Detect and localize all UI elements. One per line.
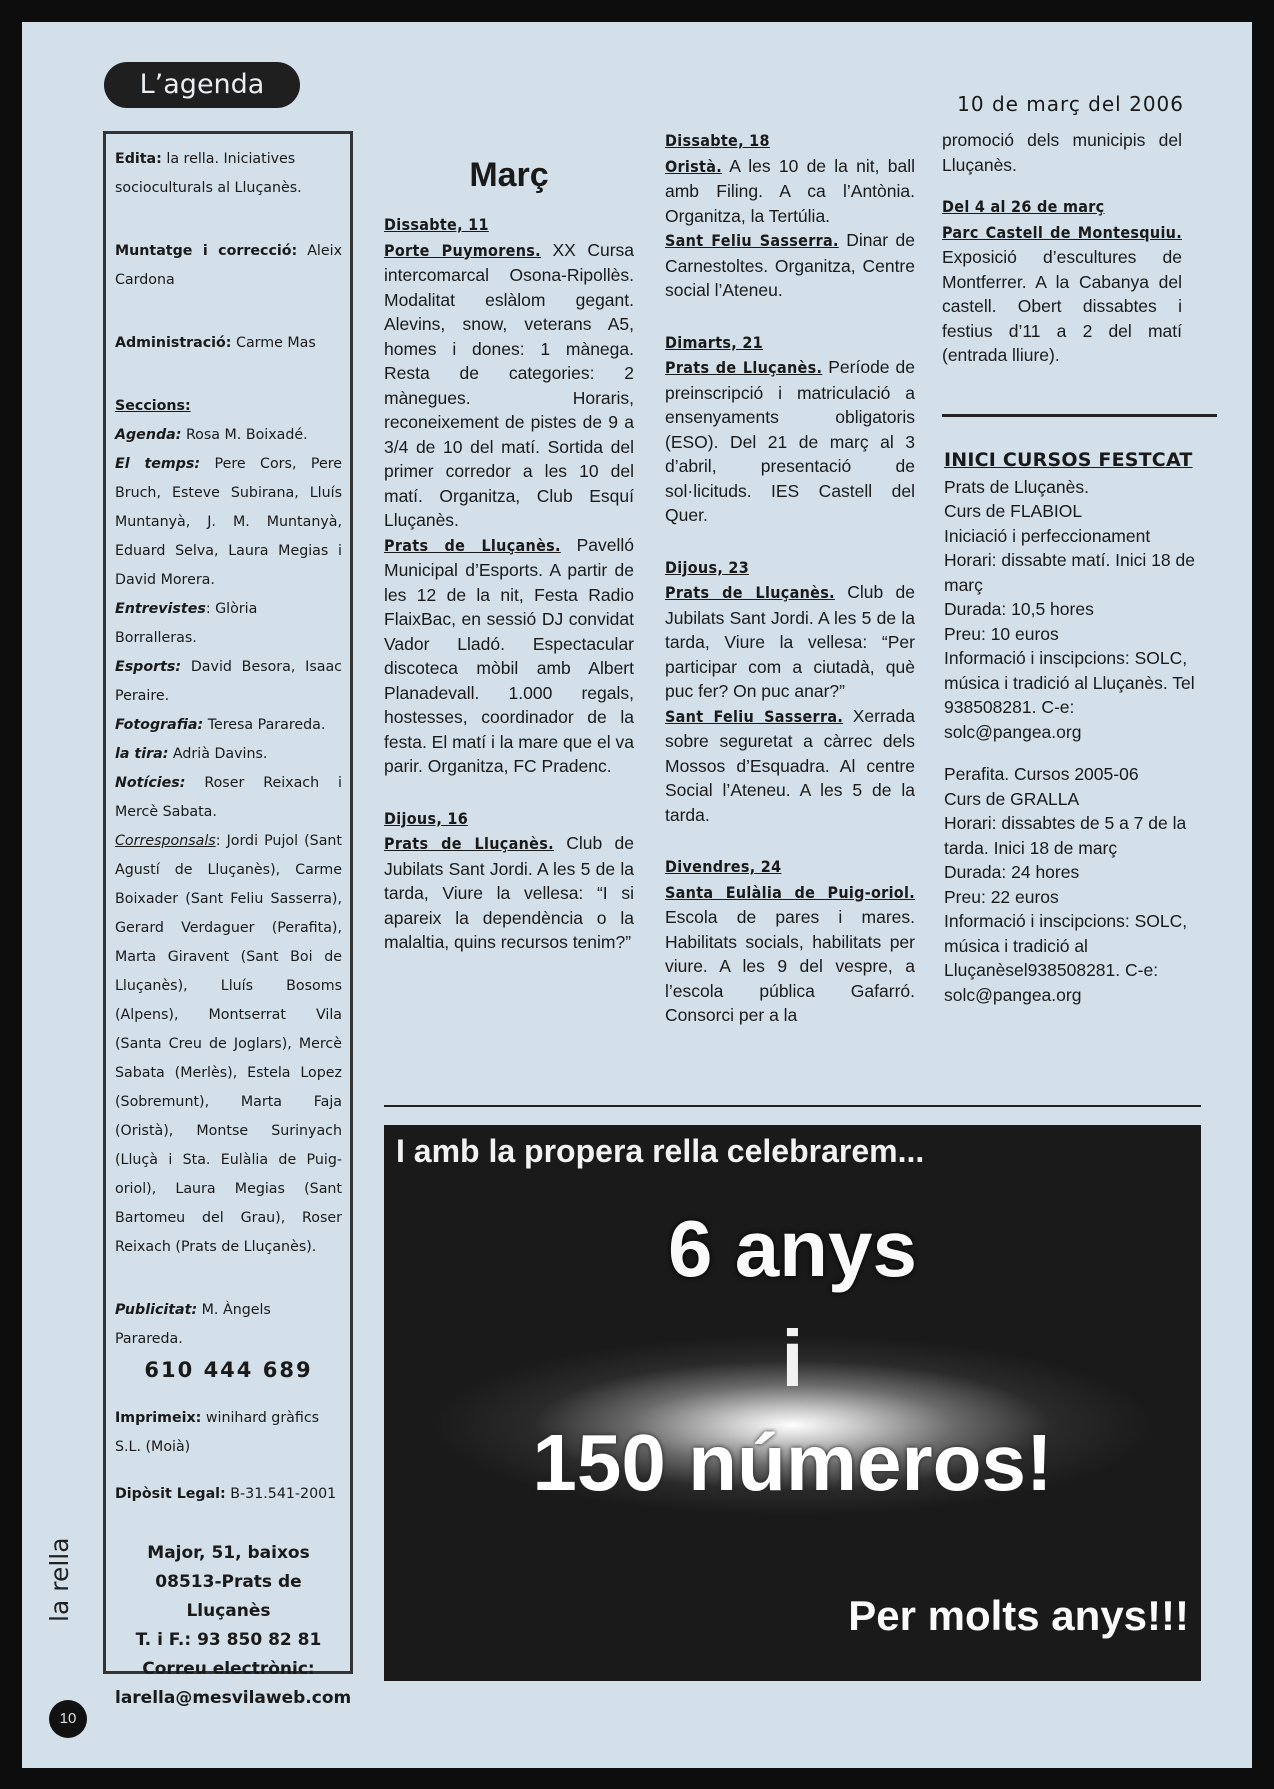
course-block [944,762,1199,1007]
course-block [944,475,1199,745]
event-date: Divendres, 24 [665,857,782,876]
event-place: Sant Feliu Sasserra. [665,706,844,726]
magazine-name-vertical: la rella [45,1537,74,1622]
event-text: Període de preinscripció i matriculació a ensenyaments obligatoris (ESO). Del 21 de març al 3 d’abril, presentació de sol·licituds. IES Castell del Quer. [665,357,915,525]
credit-value: Aleix Cardona [115,243,342,288]
credit-label: Administració: [115,335,232,351]
credit-label: Muntatge i correcció: [115,243,298,259]
event-place: Oristà. [665,156,722,176]
credit-label: la tira: [115,746,169,762]
event-place: Prats de Lluçanès. [665,358,823,377]
courses-title: INICI CURSOS FESTCAT [944,449,1193,471]
credit-label: Entrevistes [115,601,206,617]
issue-date: 10 de març del 2006 [957,92,1184,116]
event-place: Santa Eulàlia de Puig-oriol. [665,882,915,902]
event-place: Prats de Lluçanès. [384,834,554,853]
agenda-column-3 [942,128,1182,368]
credit-value: B-31.541-2001 [225,1486,337,1502]
divider [384,1105,1201,1107]
address-block [115,1539,352,1713]
credit-label: Imprimeix: [115,1410,202,1426]
event-place: Prats de Lluçanès. [665,583,835,602]
page-number: 10 [49,1700,87,1738]
credit-label: Publicitat: [115,1302,198,1318]
event-place: Parc Castell de Montesquiu. [942,222,1182,242]
section-tab: L’agenda [104,62,300,108]
credit-value: Roser Reixach i Mercè Sabata. [115,775,342,820]
banner-years: 6 anys [667,1204,918,1293]
course-line: Iniciació i perfeccionament [944,525,1151,546]
banner-headline: I amb la propera rella celebrarem... [396,1133,925,1169]
address-line: 08513-Prats de Lluçanès [155,1572,302,1621]
address-line: Major, 51, baixos [147,1543,310,1563]
credit-label: Corresponsals [115,833,216,849]
agenda-column-2 [665,129,915,1028]
event-text: A les 10 de la nit, ball amb Filing. A ca l’Antònia. Organitza, la Tertúlia. [665,155,915,226]
course-line: Prats de Lluçanès. [944,476,1089,497]
course-line: Curs de FLABIOL [944,501,1083,521]
event-text: Club de Jubilats Sant Jordi. A les 5 de la tarda, Viure la vellesa: “I si apareix la dependència o la malaltia, quins recursos tenim?” [384,833,635,952]
credit-value: Carme Mas [231,335,316,351]
course-line: Preu: 10 euros [944,623,1059,644]
courses-column [944,448,1199,1007]
event-date: Dimarts, 21 [665,332,763,352]
credit-label: Notícies: [115,775,186,791]
course-line: Durada: 24 hores [944,862,1080,882]
banner-issues: 150 números! [532,1418,1053,1507]
credit-label: Edita: [115,151,162,167]
course-line: Horari: dissabte matí. Inici 18 de març [944,550,1195,595]
course-line: Informació i inscipcions: SOLC, música i tradició al Lluçanès. Tel 938508281. C-e: solc@pangea.org [944,648,1195,742]
event-place: Sant Feliu Sasserra. [665,231,839,250]
credit-value: Rosa M. Boixadé. [181,427,308,443]
credit-value: Teresa Parareda. [203,717,326,733]
course-line: Informació i inscipcions: SOLC, música i tradició al Lluçanèsel938508281. C-e: solc@pangea.org [944,911,1188,1005]
credit-value: Pere Cors, Pere Bruch, Esteve Subirana, Lluís Muntanyà, J. M. Muntanyà, Eduard Selva, Laura Megias i David Morera. [115,456,343,588]
credit-value: : Glòria Borralleras. [115,601,258,646]
event-text: Escola de pares i mares. Habilitats socials, habilitats per viure. A les 9 del vespre, a l’escola pública Gafarró. Consorci per a la [665,907,915,1025]
credit-value: winihard gràfics S.L. (Moià) [115,1410,320,1455]
credit-label: Fotografia: [115,717,204,733]
credit-value: David Besora, Isaac Peraire. [115,659,342,704]
banner-wish: Per molts anys!!! [848,1592,1189,1639]
credit-label: Agenda: [115,427,182,443]
event-text: Club de Jubilats Sant Jordi. A les 5 de la tarda, Viure la vellesa: “Per participar com a ciutadà, què puc fer? On puc anar?” [665,582,916,701]
credit-label: El temps: [115,456,201,472]
event-text: promoció dels municipis del Lluçanès. [942,130,1182,175]
credit-value: : Jordi Pujol (Sant Agustí de Lluçanès), Carme Boixader (Sant Feliu Sasserra), Gerard Verdaguer (Perafita), Marta Giravent (Sant Boi de Lluçanès), Lluís Bosoms (Alpens), Montserrat Vila (Santa Creu de Joglars), Mercè Sabata (Merlès), Estela Lopez (Sobremunt), Marta Faja (Oristà), Montse Surinyach (Lluçà i Sta. Eulàlia de Puig-oriol), Laura Megias (Sant Bartomeu del Grau), Roser Reixach (Prats de Lluçanès). [115,833,342,1255]
event-place: Prats de Lluçanès. [384,535,561,555]
address-line: Correu electrònic: [142,1659,315,1679]
event-date: Del 4 al 26 de març [942,197,1105,216]
credit-label: Esports: [115,659,182,675]
course-line: Curs de GRALLA [944,788,1080,809]
course-line: Horari: dissabtes de 5 a 7 de la tarda. Inici 18 de març [944,813,1187,858]
event-place: Porte Puymorens. [384,240,541,260]
event-date: Dijous, 23 [665,557,750,577]
credit-value: M. Àngels Parareda. [115,1302,271,1347]
address-line: T. i F.: 93 850 82 81 [135,1630,322,1650]
magazine-page [22,22,1252,1768]
banner-conjunction: i [781,1314,804,1403]
divider [942,414,1217,417]
event-text: XX Cursa intercomarcal Osona-Ripollès. Modalitat eslàlom gegant. Alevins, snow, veterans A5, homes i dones: 1 mànega. Resta de categories: 2 mànegues. Horaris, reconeixement de pistes de 9 a 3/4 de 10 del matí. Sortida del primer corredor a les 10 del matí. Organitza, Club Esquí Lluçanès. [384,239,634,530]
event-date: Dissabte, 18 [665,131,770,150]
credit-label: Dipòsit Legal: [115,1486,226,1502]
event-date: Dissabte, 11 [384,215,489,234]
phone-number: 610 444 689 [144,1358,313,1382]
credits-box [103,131,353,1708]
credit-value: Adrià Davins. [168,746,268,762]
anniversary-banner [384,1125,1201,1681]
course-line: Perafita. Cursos 2005-06 [944,764,1139,784]
course-line: Preu: 22 euros [944,886,1059,907]
event-text: Pavelló Municipal d’Esports. A partir de les 12 de la nit, Festa Radio FlaixBac, en sessió DJ convidat Vador Lladó. Espectacular discoteca mòbil amb Albert Planadevall. 1.000 regals, hostesses, coordinador de la festa. El matí i la mare que el va parir. Organitza, FC Pradenc. [384,534,634,776]
event-text: Dinar de Carnestoltes. Organitza, Centre social l’Ateneu. [665,230,916,300]
event-text: Xerrada sobre seguretat a càrrec dels Mossos d’Esquadra. Al centre Social l’Ateneu. A les 5 de la tarda. [665,705,916,825]
course-line: Durada: 10,5 hores [944,599,1094,619]
credit-heading: Seccions: [115,398,191,414]
month-title: Març [469,156,549,194]
event-text: Exposició d’escultures de Montferrer. A la Cabanya del castell. Obert dissabtes i festius d’11 a 2 del matí (entrada lliure). [942,247,1182,365]
email-address: larella@mesvilaweb.com [115,1688,352,1708]
agenda-column-1 [384,149,634,955]
credit-value: la rella. Iniciatives socioculturals al Lluçanès. [115,151,302,196]
event-date: Dijous, 16 [384,808,469,828]
